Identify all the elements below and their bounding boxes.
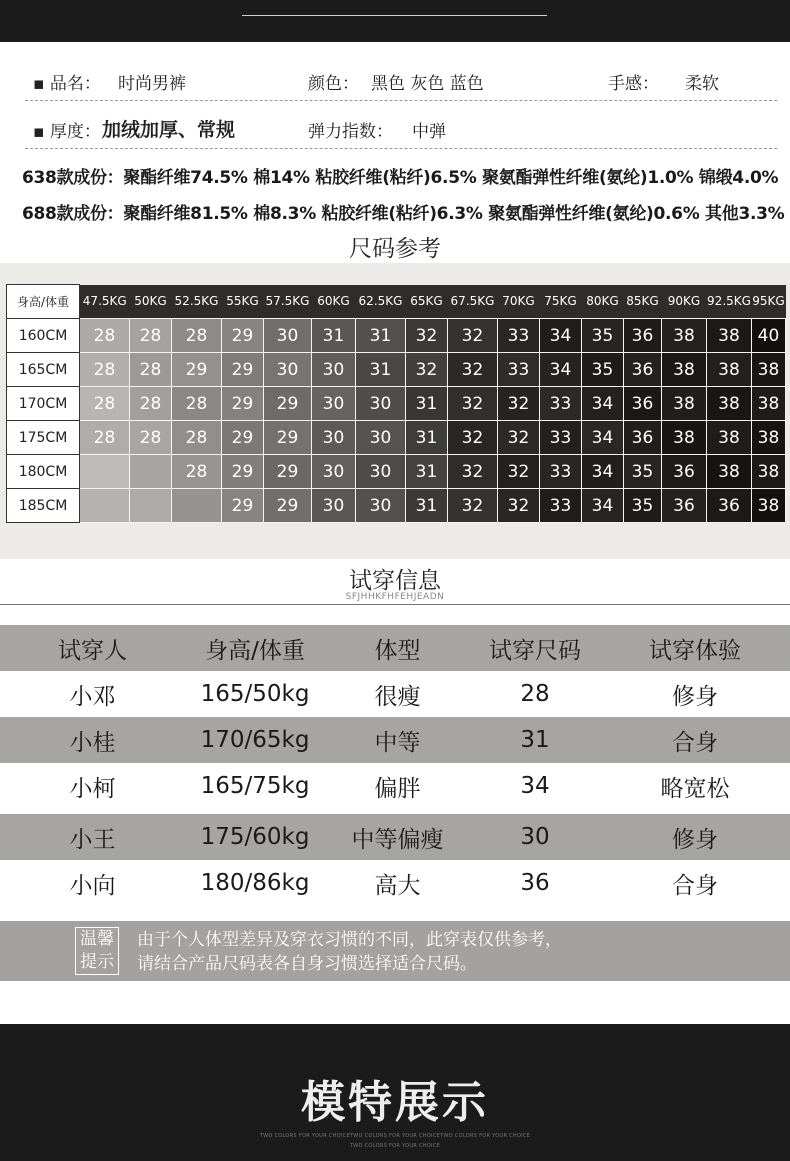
weight-header: 62.5KG (356, 285, 406, 319)
trial-cell: 165/75kg (185, 763, 325, 809)
size-cell: 28 (172, 319, 222, 353)
weight-header: 90KG (662, 285, 707, 319)
size-row (7, 353, 786, 387)
top-divider-line (242, 15, 547, 16)
model-show-title: 模特展示 (301, 1077, 489, 1128)
model-show-band (0, 1024, 790, 1161)
size-cell: 29 (222, 319, 264, 353)
size-cell: 31 (406, 455, 448, 489)
size-cell: 28 (80, 387, 130, 421)
weight-header: 50KG (130, 285, 172, 319)
size-cell: 33 (540, 489, 582, 523)
trial-cell: 30 (470, 814, 600, 860)
size-cell: 33 (540, 387, 582, 421)
trial-cell: 小桂 (0, 717, 185, 763)
size-cell: 32 (448, 489, 498, 523)
size-cell: 36 (624, 319, 662, 353)
size-cell: 32 (498, 387, 540, 421)
size-cell: 30 (312, 353, 356, 387)
trial-cell: 180/86kg (185, 860, 325, 906)
trial-table (0, 625, 790, 906)
trial-cell: 小王 (0, 814, 185, 860)
size-chart-corner-label: 身高/体重 (7, 285, 80, 319)
trial-header: 体型 (325, 625, 470, 671)
size-cell: 40 (752, 319, 786, 353)
trial-divider-line (0, 604, 790, 605)
height-label: 160CM (7, 319, 80, 353)
size-cell: 30 (312, 421, 356, 455)
feel-label: 手感： (608, 74, 659, 94)
size-cell: 31 (406, 489, 448, 523)
size-cell: 32 (448, 319, 498, 353)
composition-638: 638款成份：聚酯纤维74.5% 棉14% 粘胶纤维(粘纤)6.5% 聚氨酯弹性纤维(氨纶)1.0% 锦缎4.0% (22, 168, 779, 188)
size-cell: 28 (80, 421, 130, 455)
size-cell: 34 (582, 421, 624, 455)
elasticity-label: 弹力指数： (308, 122, 393, 142)
product-name-value: 时尚男裤 (118, 74, 186, 94)
size-cell: 38 (752, 387, 786, 421)
trial-cell: 略宽松 (600, 763, 790, 809)
trial-cell: 偏胖 (325, 763, 470, 809)
size-cell: 32 (498, 455, 540, 489)
size-cell: 34 (582, 489, 624, 523)
trial-row (0, 717, 790, 763)
weight-header: 60KG (312, 285, 356, 319)
weight-header: 95KG (752, 285, 786, 319)
size-cell: 33 (498, 319, 540, 353)
size-cell: 31 (356, 319, 406, 353)
height-label: 185CM (7, 489, 80, 523)
trial-row (0, 671, 790, 717)
attributes-row-2 (25, 103, 777, 149)
size-cell: 32 (406, 353, 448, 387)
weight-header: 57.5KG (264, 285, 312, 319)
size-cell (130, 489, 172, 523)
size-cell: 32 (498, 421, 540, 455)
height-label: 165CM (7, 353, 80, 387)
product-name-label: ▪ 品名： (33, 74, 101, 94)
trial-header: 身高/体重 (185, 625, 325, 671)
trial-cell: 28 (470, 671, 600, 717)
size-cell: 36 (662, 455, 707, 489)
size-cell: 28 (172, 455, 222, 489)
tip-bar (0, 921, 790, 981)
trial-cell: 34 (470, 763, 600, 809)
size-cell: 32 (406, 319, 448, 353)
size-cell: 31 (312, 319, 356, 353)
trial-info-title: 试穿信息 (349, 568, 441, 594)
trial-cell: 36 (470, 860, 600, 906)
weight-header: 52.5KG (172, 285, 222, 319)
trial-header: 试穿体验 (600, 625, 790, 671)
size-cell: 38 (752, 353, 786, 387)
weight-header: 67.5KG (448, 285, 498, 319)
attributes-row-1 (25, 55, 777, 101)
size-cell: 32 (448, 353, 498, 387)
size-cell: 38 (752, 455, 786, 489)
size-row (7, 387, 786, 421)
tip-line-2: 请结合产品尺码表各自身习惯选择适合尺码。 (137, 954, 477, 974)
size-cell: 30 (264, 319, 312, 353)
size-cell: 30 (312, 387, 356, 421)
size-cell: 34 (540, 319, 582, 353)
trial-cell: 165/50kg (185, 671, 325, 717)
trial-cell: 小向 (0, 860, 185, 906)
size-cell: 31 (406, 421, 448, 455)
tip-text (137, 928, 562, 976)
size-cell: 30 (312, 455, 356, 489)
weight-header: 92.5KG (707, 285, 752, 319)
size-cell: 29 (264, 455, 312, 489)
size-cell (172, 489, 222, 523)
size-cell: 28 (130, 387, 172, 421)
trial-header: 试穿尺码 (470, 625, 600, 671)
trial-cell: 小邓 (0, 671, 185, 717)
size-cell: 34 (582, 455, 624, 489)
size-cell (130, 455, 172, 489)
size-cell: 36 (624, 353, 662, 387)
trial-row (0, 860, 790, 906)
top-dark-band (0, 0, 790, 42)
tip-badge-line-2: 提示 (80, 952, 114, 972)
weight-header: 70KG (498, 285, 540, 319)
size-cell: 36 (624, 387, 662, 421)
size-cell: 29 (264, 489, 312, 523)
trial-cell: 31 (470, 717, 600, 763)
weight-header: 47.5KG (80, 285, 130, 319)
color-value: 黑色 灰色 蓝色 (371, 74, 484, 94)
size-cell: 30 (356, 455, 406, 489)
size-row (7, 421, 786, 455)
elasticity-value: 中弹 (412, 122, 446, 142)
trial-cell: 修身 (600, 671, 790, 717)
size-cell: 30 (356, 421, 406, 455)
trial-row (0, 763, 790, 809)
color-label: 颜色： (308, 74, 359, 94)
size-cell: 33 (540, 455, 582, 489)
size-cell: 28 (130, 353, 172, 387)
model-show-subtitle-1: TWO COLORS FOR YOUR CHOICETWO COLORS FOR YOUR CHOICETWO COLORS FOR YOUR CHOICE (259, 1133, 531, 1139)
size-cell: 29 (222, 489, 264, 523)
weight-header: 65KG (406, 285, 448, 319)
trial-cell: 中等 (325, 717, 470, 763)
size-cell: 28 (172, 387, 222, 421)
size-cell: 36 (662, 489, 707, 523)
size-cell: 28 (130, 421, 172, 455)
size-row (7, 319, 786, 353)
trial-row (0, 814, 790, 860)
size-cell: 35 (582, 353, 624, 387)
size-cell: 31 (406, 387, 448, 421)
size-cell: 33 (540, 421, 582, 455)
size-cell: 30 (312, 489, 356, 523)
size-cell: 38 (707, 421, 752, 455)
size-cell: 38 (662, 319, 707, 353)
tip-badge-line-1: 温馨 (80, 929, 114, 949)
trial-cell: 修身 (600, 814, 790, 860)
size-cell: 36 (624, 421, 662, 455)
thickness-value: 加绒加厚、常规 (102, 119, 236, 141)
size-cell: 35 (582, 319, 624, 353)
size-cell: 28 (172, 421, 222, 455)
size-cell: 32 (448, 421, 498, 455)
size-cell: 38 (707, 353, 752, 387)
feel-value: 柔软 (685, 74, 719, 94)
size-cell: 35 (624, 455, 662, 489)
size-cell: 38 (707, 319, 752, 353)
height-label: 170CM (7, 387, 80, 421)
size-cell (80, 455, 130, 489)
size-cell: 36 (707, 489, 752, 523)
size-cell: 30 (356, 387, 406, 421)
trial-cell: 合身 (600, 717, 790, 763)
trial-cell: 小柯 (0, 763, 185, 809)
trial-info-subtitle: SFJHHKFHFEHJEADN (345, 592, 445, 602)
size-cell: 29 (222, 353, 264, 387)
size-cell: 31 (356, 353, 406, 387)
trial-cell: 很瘦 (325, 671, 470, 717)
size-cell: 32 (498, 489, 540, 523)
size-cell: 30 (264, 353, 312, 387)
size-chart-table (6, 284, 786, 523)
size-cell: 38 (662, 353, 707, 387)
tip-badge (75, 927, 119, 975)
size-cell: 29 (222, 421, 264, 455)
trial-cell: 170/65kg (185, 717, 325, 763)
size-cell: 35 (624, 489, 662, 523)
size-row (7, 489, 786, 523)
size-chart-title: 尺码参考 (349, 236, 441, 262)
size-cell: 38 (662, 387, 707, 421)
tip-line-1: 由于个人体型差异及穿衣习惯的不同，此穿表仅供参考， (137, 930, 562, 950)
size-cell: 30 (356, 489, 406, 523)
weight-header: 75KG (540, 285, 582, 319)
trial-cell: 中等偏瘦 (325, 814, 470, 860)
size-cell: 29 (222, 387, 264, 421)
thickness-label: ▪ 厚度： (33, 122, 101, 142)
composition-688: 688款成份：聚酯纤维81.5% 棉8.3% 粘胶纤维(粘纤)6.3% 聚氨酯弹性纤维(氨纶)0.6% 其他3.3% (22, 204, 785, 224)
trial-cell: 合身 (600, 860, 790, 906)
weight-header: 80KG (582, 285, 624, 319)
trial-header: 试穿人 (0, 625, 185, 671)
size-cell: 38 (707, 387, 752, 421)
model-show-subtitle-2: TWO COLORS FOR YOUR CHOICE (349, 1143, 441, 1149)
size-cell: 38 (752, 489, 786, 523)
height-label: 175CM (7, 421, 80, 455)
size-row (7, 455, 786, 489)
size-cell: 32 (448, 387, 498, 421)
trial-cell: 高大 (325, 860, 470, 906)
weight-header: 85KG (624, 285, 662, 319)
size-cell: 34 (582, 387, 624, 421)
size-cell: 38 (662, 421, 707, 455)
size-cell: 29 (172, 353, 222, 387)
size-cell: 28 (80, 319, 130, 353)
size-cell: 38 (752, 421, 786, 455)
size-cell (80, 489, 130, 523)
size-cell: 33 (498, 353, 540, 387)
size-cell: 29 (222, 455, 264, 489)
size-cell: 28 (130, 319, 172, 353)
size-cell: 32 (448, 455, 498, 489)
size-cell: 29 (264, 387, 312, 421)
size-cell: 34 (540, 353, 582, 387)
size-cell: 38 (707, 455, 752, 489)
size-cell: 29 (264, 421, 312, 455)
height-label: 180CM (7, 455, 80, 489)
weight-header: 55KG (222, 285, 264, 319)
size-cell: 28 (80, 353, 130, 387)
trial-cell: 175/60kg (185, 814, 325, 860)
